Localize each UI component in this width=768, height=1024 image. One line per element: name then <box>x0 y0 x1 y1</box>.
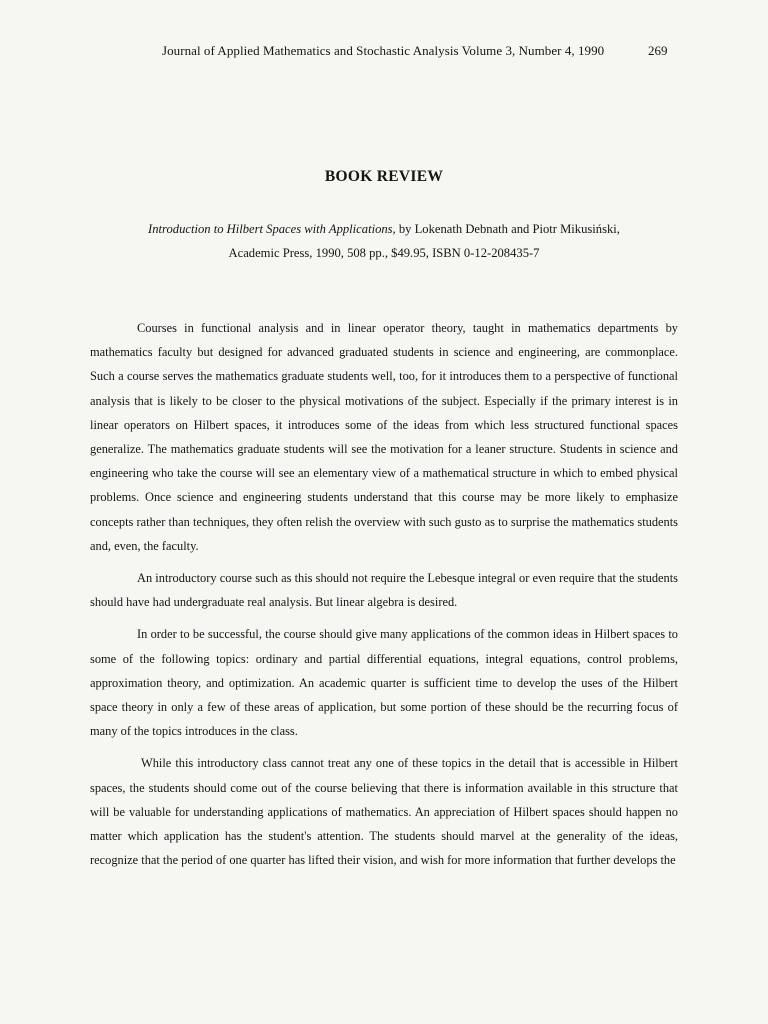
book-publication: Academic Press, 1990, 508 pp., $49.95, ISBN 0-12-208435-7 <box>228 246 540 260</box>
book-citation <box>0 217 768 265</box>
paragraph: While this introductory class cannot treat any one of these topics in the detail that is accessible in Hilbert spaces, the students should come out of the course believing that there is information available in this structure that will be valuable for understanding applications of mathematics. An appreciation of Hilbert spaces should happen no matter which application has the student's attention. The students should marvel at the generality of the ideas, recognize that the period of one quarter has lifted their vision, and wish for more information that further develops the <box>90 756 678 868</box>
citation-line-1 <box>0 217 768 241</box>
book-title: Introduction to Hilbert Spaces with Applications, <box>148 222 396 236</box>
page-title: BOOK REVIEW <box>324 168 444 185</box>
paragraph: An introductory course such as this should not require the Lebesque integral or even require that the students should have had undergraduate real analysis. But linear algebra is desired. <box>90 571 678 610</box>
running-head: Journal of Applied Mathematics and Stochastic Analysis Volume 3, Number 4, 1990 <box>162 43 605 58</box>
book-authors: by Lokenath Debnath and Piotr Mikusiński, <box>395 222 620 236</box>
page-number: 269 <box>648 43 668 58</box>
paragraph: Courses in functional analysis and in linear operator theory, taught in mathematics departments by mathematics faculty but designed for advanced graduated students in science and engineering, are commonplace. Such a course serves the mathematics graduate students well, too, for it introduces them to a perspective of functional analysis that is likely to be closer to the physical motivations of the subject. Especially if the primary interest is in linear operators on Hilbert spaces, it introduces some of the ideas from which less structured functional spaces generalize. The mathematics graduate students will see the motivation for a leaner structure. Students in science and engineering who take the course will see an elementary view of a mathematical structure in which to embed physical problems. Once science and engineering students understand that this course may be more likely to emphasize concepts rather than techniques, they often relish the overview with such gusto as to surprise the mathematics students and, even, the faculty. <box>90 321 678 553</box>
review-body <box>90 316 678 880</box>
paragraph: In order to be successful, the course should give many applications of the common ideas in Hilbert spaces to some of the following topics: ordinary and partial differential equations, integral equations, control problems, approximation theory, and optimization. An academic quarter is sufficient time to develop the uses of the Hilbert space theory in only a few of these areas of application, but some portion of these should be the recurring focus of many of the topics introduces in the class. <box>90 627 678 739</box>
